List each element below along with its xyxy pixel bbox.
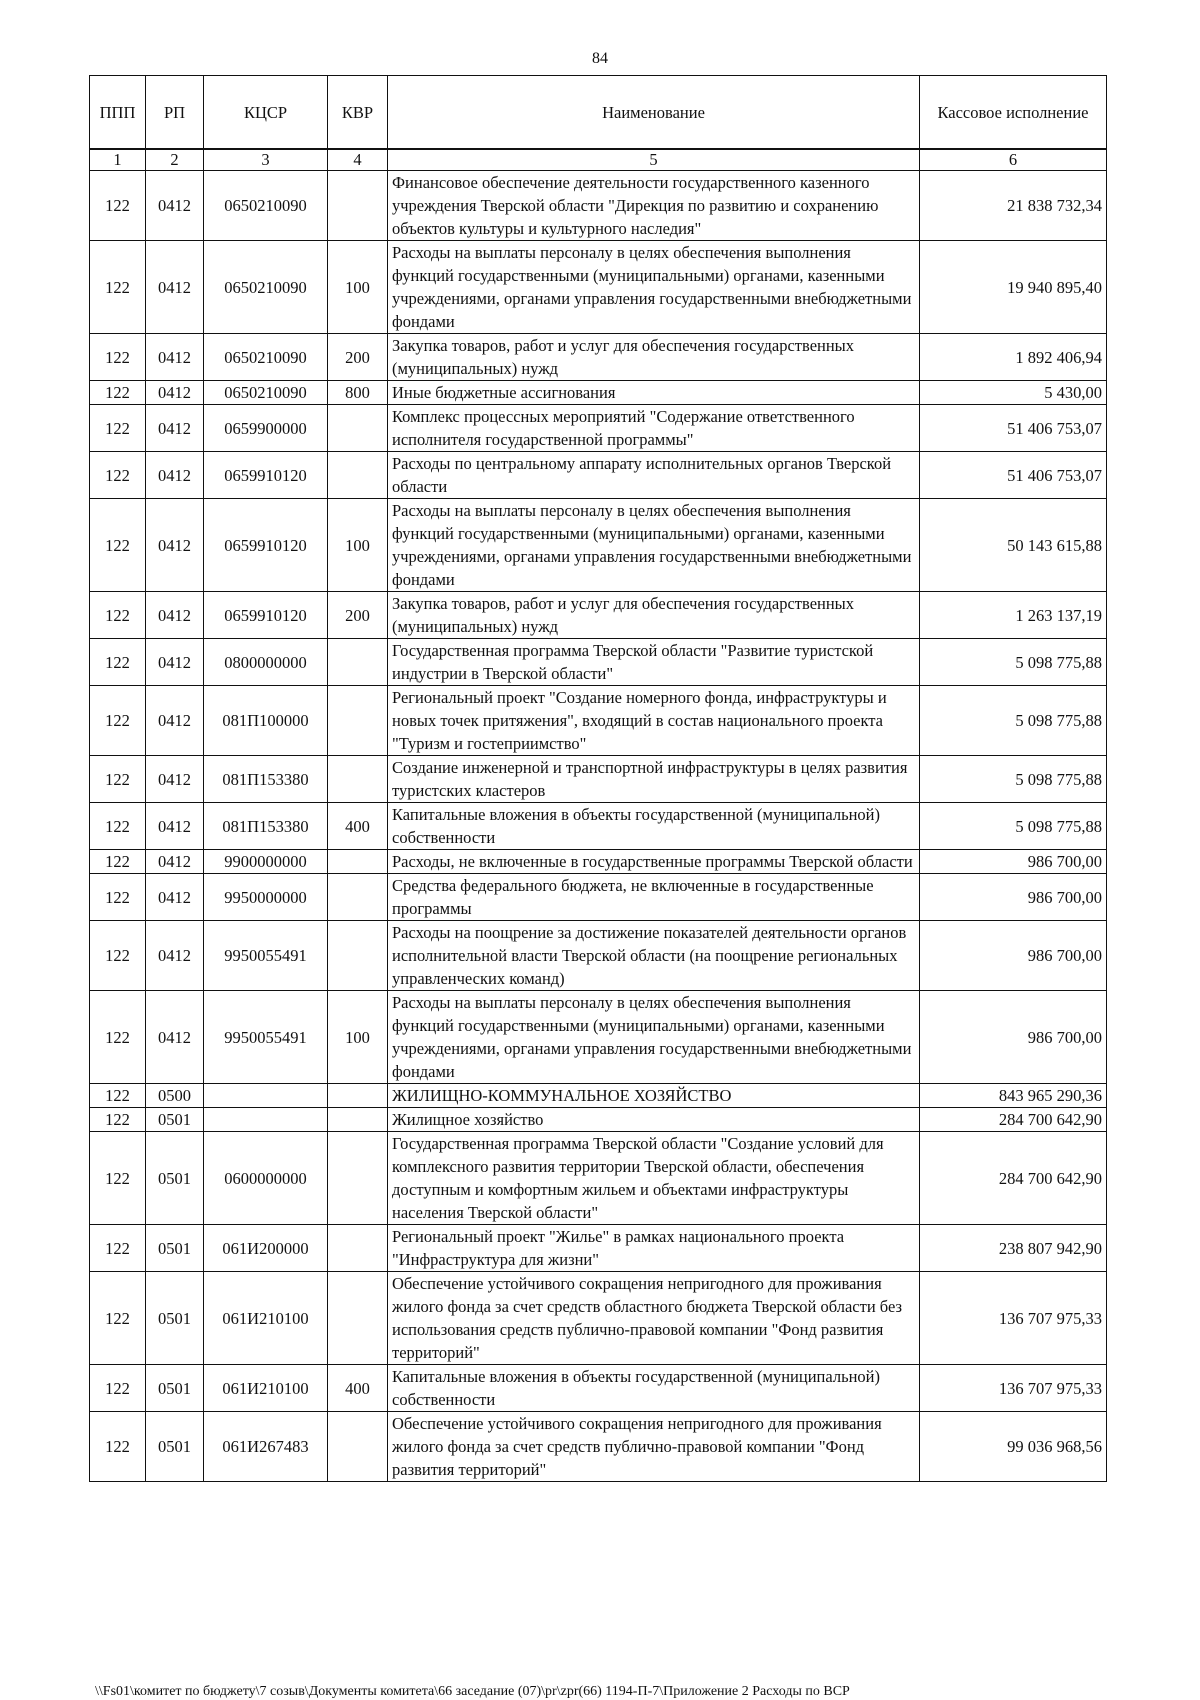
cell-amount: 19 940 895,40 bbox=[920, 241, 1107, 334]
cell-kcsr: 0650210090 bbox=[204, 241, 328, 334]
cell-amount: 136 707 975,33 bbox=[920, 1272, 1107, 1365]
column-number: 2 bbox=[146, 149, 204, 171]
cell-kcsr: 061И210100 bbox=[204, 1272, 328, 1365]
column-number: 6 bbox=[920, 149, 1107, 171]
cell-rp: 0412 bbox=[146, 921, 204, 991]
page-number: 84 bbox=[592, 50, 608, 67]
cell-rp: 0412 bbox=[146, 874, 204, 921]
cell-kvr: 100 bbox=[328, 499, 388, 592]
table-row bbox=[90, 1412, 1107, 1482]
cell-rp: 0412 bbox=[146, 756, 204, 803]
cell-name: Иные бюджетные ассигнования bbox=[388, 381, 920, 405]
cell-name: Расходы на выплаты персоналу в целях обеспечения выполнения функций государственными (муниципальными) органами, казенными учреждениями, органами управления государственными внебюджетными фондами bbox=[388, 499, 920, 592]
column-numbers-row bbox=[90, 149, 1107, 171]
cell-kcsr: 9950055491 bbox=[204, 991, 328, 1084]
cell-ppp: 122 bbox=[90, 1108, 146, 1132]
cell-amount: 5 430,00 bbox=[920, 381, 1107, 405]
cell-name: Закупка товаров, работ и услуг для обеспечения государственных (муниципальных) нужд bbox=[388, 592, 920, 639]
cell-ppp: 122 bbox=[90, 171, 146, 241]
table-header-row bbox=[90, 76, 1107, 150]
table-row bbox=[90, 1084, 1107, 1108]
table-row bbox=[90, 381, 1107, 405]
cell-ppp: 122 bbox=[90, 1412, 146, 1482]
table-row bbox=[90, 921, 1107, 991]
cell-ppp: 122 bbox=[90, 991, 146, 1084]
column-header-ppp: ППП bbox=[90, 76, 146, 150]
cell-rp: 0501 bbox=[146, 1365, 204, 1412]
cell-ppp: 122 bbox=[90, 334, 146, 381]
table-row bbox=[90, 756, 1107, 803]
column-number: 1 bbox=[90, 149, 146, 171]
cell-amount: 5 098 775,88 bbox=[920, 686, 1107, 756]
cell-name: Государственная программа Тверской области "Развитие туристской индустрии в Тверской области" bbox=[388, 639, 920, 686]
column-header-kcsr: КЦСР bbox=[204, 76, 328, 150]
cell-kvr bbox=[328, 405, 388, 452]
cell-kvr bbox=[328, 1132, 388, 1225]
cell-amount: 238 807 942,90 bbox=[920, 1225, 1107, 1272]
cell-kcsr: 9900000000 bbox=[204, 850, 328, 874]
cell-name: Обеспечение устойчивого сокращения непригодного для проживания жилого фонда за счет средств областного бюджета Тверской области без использования средств публично-правовой компании "Фонд развития территорий" bbox=[388, 1272, 920, 1365]
cell-amount: 1 263 137,19 bbox=[920, 592, 1107, 639]
cell-amount: 986 700,00 bbox=[920, 921, 1107, 991]
column-number: 4 bbox=[328, 149, 388, 171]
cell-name: Расходы на выплаты персоналу в целях обеспечения выполнения функций государственными (муниципальными) органами, казенными учреждениями, органами управления государственными внебюджетными фондами bbox=[388, 241, 920, 334]
cell-amount: 986 700,00 bbox=[920, 874, 1107, 921]
cell-amount: 99 036 968,56 bbox=[920, 1412, 1107, 1482]
cell-ppp: 122 bbox=[90, 756, 146, 803]
cell-kvr bbox=[328, 756, 388, 803]
cell-rp: 0412 bbox=[146, 381, 204, 405]
table-row bbox=[90, 686, 1107, 756]
cell-amount: 21 838 732,34 bbox=[920, 171, 1107, 241]
cell-ppp: 122 bbox=[90, 639, 146, 686]
cell-kvr bbox=[328, 452, 388, 499]
table-row bbox=[90, 1365, 1107, 1412]
cell-amount: 284 700 642,90 bbox=[920, 1108, 1107, 1132]
column-header-kvr: КВР bbox=[328, 76, 388, 150]
table-row bbox=[90, 334, 1107, 381]
cell-ppp: 122 bbox=[90, 241, 146, 334]
cell-amount: 51 406 753,07 bbox=[920, 452, 1107, 499]
cell-rp: 0412 bbox=[146, 241, 204, 334]
cell-ppp: 122 bbox=[90, 1365, 146, 1412]
cell-kcsr: 081П153380 bbox=[204, 803, 328, 850]
cell-name: Капитальные вложения в объекты государственной (муниципальной) собственности bbox=[388, 803, 920, 850]
cell-kvr: 400 bbox=[328, 1365, 388, 1412]
cell-kcsr: 0650210090 bbox=[204, 171, 328, 241]
cell-name: Обеспечение устойчивого сокращения непригодного для проживания жилого фонда за счет средств публично-правовой компании "Фонд развития территорий" bbox=[388, 1412, 920, 1482]
cell-kcsr bbox=[204, 1084, 328, 1108]
cell-name: Региональный проект "Жилье" в рамках национального проекта "Инфраструктура для жизни" bbox=[388, 1225, 920, 1272]
table-row bbox=[90, 499, 1107, 592]
table-row bbox=[90, 592, 1107, 639]
cell-name: Региональный проект "Создание номерного фонда, инфраструктуры и новых точек притяжения", входящий в состав национального проекта "Туризм и гостеприимство" bbox=[388, 686, 920, 756]
cell-kvr bbox=[328, 171, 388, 241]
table-row bbox=[90, 850, 1107, 874]
cell-rp: 0501 bbox=[146, 1225, 204, 1272]
table-row bbox=[90, 991, 1107, 1084]
cell-kcsr: 0800000000 bbox=[204, 639, 328, 686]
table-row bbox=[90, 241, 1107, 334]
cell-rp: 0501 bbox=[146, 1272, 204, 1365]
cell-amount: 51 406 753,07 bbox=[920, 405, 1107, 452]
cell-rp: 0412 bbox=[146, 592, 204, 639]
column-header-amount: Кассовое исполнение bbox=[920, 76, 1107, 150]
cell-kvr: 100 bbox=[328, 991, 388, 1084]
cell-kvr bbox=[328, 874, 388, 921]
cell-kcsr: 061И200000 bbox=[204, 1225, 328, 1272]
cell-kcsr: 0659910120 bbox=[204, 592, 328, 639]
cell-name: Государственная программа Тверской области "Создание условий для комплексного развития территории Тверской области, обеспечения доступным и комфортным жильем и объектами инфраструктуры населения Тверской области" bbox=[388, 1132, 920, 1225]
cell-rp: 0412 bbox=[146, 991, 204, 1084]
column-header-rp: РП bbox=[146, 76, 204, 150]
cell-ppp: 122 bbox=[90, 874, 146, 921]
cell-name: Создание инженерной и транспортной инфраструктуры в целях развития туристских кластеров bbox=[388, 756, 920, 803]
cell-kvr bbox=[328, 1108, 388, 1132]
cell-rp: 0412 bbox=[146, 171, 204, 241]
cell-rp: 0501 bbox=[146, 1132, 204, 1225]
cell-name: Средства федерального бюджета, не включенные в государственные программы bbox=[388, 874, 920, 921]
cell-name: Закупка товаров, работ и услуг для обеспечения государственных (муниципальных) нужд bbox=[388, 334, 920, 381]
cell-amount: 50 143 615,88 bbox=[920, 499, 1107, 592]
cell-name: Финансовое обеспечение деятельности государственного казенного учреждения Тверской области "Дирекция по развитию и сохранению объектов культуры и культурного наследия" bbox=[388, 171, 920, 241]
cell-rp: 0412 bbox=[146, 639, 204, 686]
cell-amount: 843 965 290,36 bbox=[920, 1084, 1107, 1108]
cell-name: Комплекс процессных мероприятий "Содержание ответственного исполнителя государственной программы" bbox=[388, 405, 920, 452]
cell-ppp: 122 bbox=[90, 405, 146, 452]
cell-ppp: 122 bbox=[90, 1132, 146, 1225]
cell-rp: 0412 bbox=[146, 452, 204, 499]
cell-rp: 0412 bbox=[146, 803, 204, 850]
cell-kcsr bbox=[204, 1108, 328, 1132]
cell-rp: 0501 bbox=[146, 1412, 204, 1482]
cell-kvr bbox=[328, 1084, 388, 1108]
cell-kvr bbox=[328, 850, 388, 874]
cell-kcsr: 0650210090 bbox=[204, 381, 328, 405]
table-row bbox=[90, 874, 1107, 921]
column-header-name: Наименование bbox=[388, 76, 920, 150]
cell-kcsr: 061И267483 bbox=[204, 1412, 328, 1482]
cell-rp: 0412 bbox=[146, 686, 204, 756]
cell-kvr: 100 bbox=[328, 241, 388, 334]
cell-ppp: 122 bbox=[90, 1084, 146, 1108]
table-row bbox=[90, 1108, 1107, 1132]
cell-rp: 0501 bbox=[146, 1108, 204, 1132]
cell-ppp: 122 bbox=[90, 592, 146, 639]
cell-name: Расходы по центральному аппарату исполнительных органов Тверской области bbox=[388, 452, 920, 499]
cell-kcsr: 081П153380 bbox=[204, 756, 328, 803]
cell-kvr bbox=[328, 1412, 388, 1482]
cell-kvr: 800 bbox=[328, 381, 388, 405]
cell-amount: 1 892 406,94 bbox=[920, 334, 1107, 381]
footer-file-path: \\Fs01\комитет по бюджету\7 созыв\Документы комитета\66 заседание (07)\pr\zpr(66) 1194-П-7\Приложение 2 Расходы по ВСР bbox=[95, 1684, 850, 1699]
cell-rp: 0412 bbox=[146, 334, 204, 381]
cell-ppp: 122 bbox=[90, 850, 146, 874]
table-row bbox=[90, 1132, 1107, 1225]
cell-ppp: 122 bbox=[90, 499, 146, 592]
cell-name: ЖИЛИЩНО-КОММУНАЛЬНОЕ ХОЗЯЙСТВО bbox=[388, 1084, 920, 1108]
cell-name: Расходы на выплаты персоналу в целях обеспечения выполнения функций государственными (муниципальными) органами, казенными учреждениями, органами управления государственными внебюджетными фондами bbox=[388, 991, 920, 1084]
cell-ppp: 122 bbox=[90, 803, 146, 850]
cell-kvr: 200 bbox=[328, 592, 388, 639]
cell-rp: 0412 bbox=[146, 405, 204, 452]
cell-name: Капитальные вложения в объекты государственной (муниципальной) собственности bbox=[388, 1365, 920, 1412]
cell-ppp: 122 bbox=[90, 452, 146, 499]
cell-name: Жилищное хозяйство bbox=[388, 1108, 920, 1132]
cell-kcsr: 9950000000 bbox=[204, 874, 328, 921]
table-row bbox=[90, 1272, 1107, 1365]
cell-kcsr: 081П100000 bbox=[204, 686, 328, 756]
cell-kvr bbox=[328, 921, 388, 991]
cell-kcsr: 0659910120 bbox=[204, 499, 328, 592]
cell-kvr bbox=[328, 1272, 388, 1365]
cell-amount: 5 098 775,88 bbox=[920, 639, 1107, 686]
cell-kcsr: 0659910120 bbox=[204, 452, 328, 499]
column-number: 3 bbox=[204, 149, 328, 171]
cell-kcsr: 0600000000 bbox=[204, 1132, 328, 1225]
cell-amount: 5 098 775,88 bbox=[920, 803, 1107, 850]
cell-kvr bbox=[328, 686, 388, 756]
budget-table bbox=[89, 75, 1107, 1482]
column-number: 5 bbox=[388, 149, 920, 171]
cell-kvr: 200 bbox=[328, 334, 388, 381]
table-row bbox=[90, 171, 1107, 241]
cell-kcsr: 9950055491 bbox=[204, 921, 328, 991]
cell-rp: 0412 bbox=[146, 499, 204, 592]
table-row bbox=[90, 639, 1107, 686]
cell-ppp: 122 bbox=[90, 921, 146, 991]
cell-ppp: 122 bbox=[90, 1272, 146, 1365]
cell-name: Расходы на поощрение за достижение показателей деятельности органов исполнительной власти Тверской области (на поощрение региональных управленческих команд) bbox=[388, 921, 920, 991]
cell-kcsr: 0659900000 bbox=[204, 405, 328, 452]
cell-rp: 0412 bbox=[146, 850, 204, 874]
cell-kcsr: 061И210100 bbox=[204, 1365, 328, 1412]
table-body bbox=[90, 171, 1107, 1482]
cell-amount: 986 700,00 bbox=[920, 991, 1107, 1084]
cell-amount: 5 098 775,88 bbox=[920, 756, 1107, 803]
table-row bbox=[90, 803, 1107, 850]
table-row bbox=[90, 1225, 1107, 1272]
cell-amount: 986 700,00 bbox=[920, 850, 1107, 874]
cell-ppp: 122 bbox=[90, 686, 146, 756]
cell-amount: 284 700 642,90 bbox=[920, 1132, 1107, 1225]
cell-kcsr: 0650210090 bbox=[204, 334, 328, 381]
cell-ppp: 122 bbox=[90, 1225, 146, 1272]
cell-kvr bbox=[328, 1225, 388, 1272]
cell-amount: 136 707 975,33 bbox=[920, 1365, 1107, 1412]
cell-kvr bbox=[328, 639, 388, 686]
cell-rp: 0500 bbox=[146, 1084, 204, 1108]
table-row bbox=[90, 452, 1107, 499]
table-row bbox=[90, 405, 1107, 452]
cell-name: Расходы, не включенные в государственные программы Тверской области bbox=[388, 850, 920, 874]
cell-kvr: 400 bbox=[328, 803, 388, 850]
cell-ppp: 122 bbox=[90, 381, 146, 405]
